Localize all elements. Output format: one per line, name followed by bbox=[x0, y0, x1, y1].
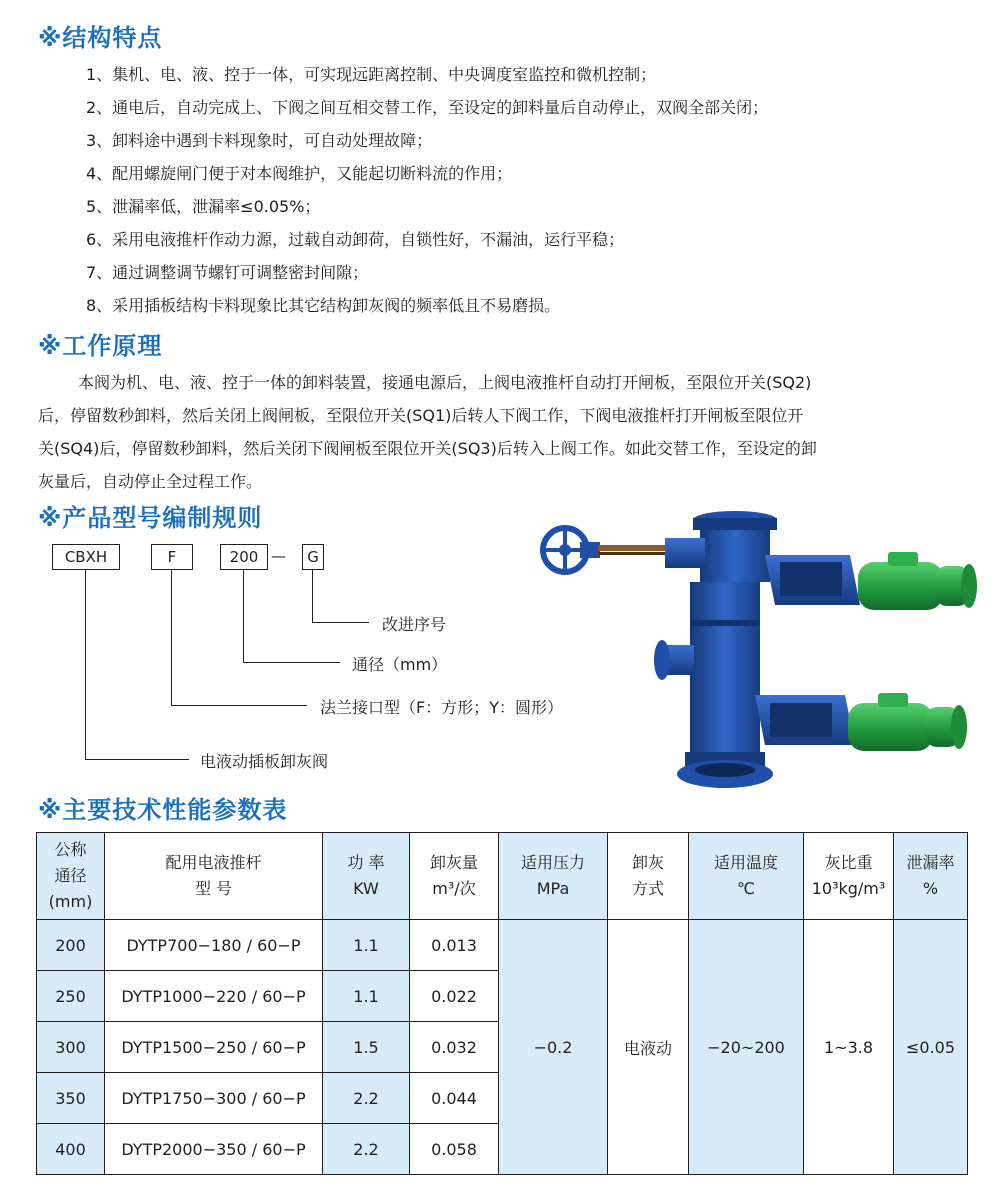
model-code-diameter: 200 bbox=[220, 544, 268, 570]
leader-line bbox=[243, 662, 340, 663]
spec-table bbox=[36, 832, 968, 1175]
cell-diameter: 250 bbox=[37, 971, 105, 1022]
cell-model: DYTP1750−300 / 60−P bbox=[105, 1073, 323, 1124]
cell-diameter: 300 bbox=[37, 1022, 105, 1073]
cell-power: 1.5 bbox=[323, 1022, 410, 1073]
feature-item: 4、配用螺旋闸门便于对本阀维护，又能起切断料流的作用； bbox=[86, 164, 513, 183]
cell-temperature: −20~200 bbox=[689, 920, 804, 1175]
leader-line bbox=[171, 705, 307, 706]
cell-power: 2.2 bbox=[323, 1124, 410, 1175]
cell-density: 1~3.8 bbox=[804, 920, 894, 1175]
principle-line: 后，停留数秒卸料，然后关闭上阀闸板，至限位开关(SQ1)后转人下阀工作，下阀电液推杆打开闸板至限位开 bbox=[38, 406, 804, 425]
leader-line bbox=[312, 622, 369, 623]
cell-discharge: 0.013 bbox=[410, 920, 499, 971]
cell-power: 1.1 bbox=[323, 920, 410, 971]
header-pushrod-model: 配用电液推杆 型 号 bbox=[105, 833, 323, 920]
cell-pressure: −0.2 bbox=[499, 920, 608, 1175]
header-power: 功 率 KW bbox=[323, 833, 410, 920]
leader-line bbox=[85, 759, 189, 760]
table-row bbox=[37, 920, 968, 971]
model-code-flange: F bbox=[151, 544, 193, 570]
cell-discharge: 0.044 bbox=[410, 1073, 499, 1124]
features-heading: ※结构特点 bbox=[38, 24, 163, 52]
cell-power: 1.1 bbox=[323, 971, 410, 1022]
principle-line: 本阀为机、电、液、控于一体的卸料装置，接通电源后，上阀电液推杆自动打开闸板，至限位开关(SQ2) bbox=[78, 373, 812, 392]
leader-line bbox=[312, 570, 313, 623]
feature-item: 7、通过调整调节螺钉可调整密封间隙； bbox=[86, 263, 369, 282]
cell-discharge: 0.032 bbox=[410, 1022, 499, 1073]
motor-icon bbox=[858, 552, 977, 610]
leader-line bbox=[243, 570, 244, 663]
header-diameter: 公称 通径 (mm) bbox=[37, 833, 105, 920]
cell-power: 2.2 bbox=[323, 1073, 410, 1124]
feature-item: 2、通电后，自动完成上、下阀之间互相交替工作，至设定的卸料量后自动停止，双阀全部关闭； bbox=[86, 98, 769, 117]
valve-product-illustration bbox=[540, 500, 980, 795]
feature-item: 1、集机、电、液、控于一体，可实现远距离控制、中央调度室监控和微机控制； bbox=[86, 65, 657, 84]
feature-item: 5、泄漏率低，泄漏率≤0.05%； bbox=[86, 197, 321, 216]
label-flange-type: 法兰接口型（F：方形；Y：圆形） bbox=[320, 698, 563, 717]
feature-item: 3、卸料途中遇到卡料现象时，可自动处理故障； bbox=[86, 131, 433, 150]
header-discharge: 卸灰量 m³/次 bbox=[410, 833, 499, 920]
leader-line bbox=[171, 570, 172, 706]
principle-line: 灰量后，自动停止全过程工作。 bbox=[38, 472, 263, 491]
principle-line: 关(SQ4)后，停留数秒卸料，然后关闭下阀闸板至限位开关(SQ3)后转入上阀工作。如此交替工作，至设定的卸 bbox=[38, 439, 817, 458]
leader-line bbox=[85, 570, 86, 760]
cell-discharge: 0.058 bbox=[410, 1124, 499, 1175]
model-heading: ※产品型号编制规则 bbox=[38, 504, 263, 532]
spec-heading: ※主要技术性能参数表 bbox=[38, 796, 288, 824]
cell-diameter: 350 bbox=[37, 1073, 105, 1124]
handwheel-icon bbox=[543, 528, 600, 572]
label-diameter: 通径（mm） bbox=[352, 655, 448, 674]
header-leakage: 泄漏率 % bbox=[894, 833, 968, 920]
principle-heading: ※工作原理 bbox=[38, 332, 163, 360]
header-temperature: 适用温度 ℃ bbox=[689, 833, 804, 920]
cell-discharge: 0.022 bbox=[410, 971, 499, 1022]
header-density: 灰比重 10³kg/m³ bbox=[804, 833, 894, 920]
feature-item: 6、采用电液推杆作动力源，过载自动卸荷，自锁性好，不漏油，运行平稳； bbox=[86, 230, 625, 249]
header-mode: 卸灰 方式 bbox=[608, 833, 689, 920]
cell-model: DYTP1000−220 / 60−P bbox=[105, 971, 323, 1022]
cell-mode: 电液动 bbox=[608, 920, 689, 1175]
cell-model: DYTP700−180 / 60−P bbox=[105, 920, 323, 971]
cell-diameter: 400 bbox=[37, 1124, 105, 1175]
header-pressure: 适用压力 MPa bbox=[499, 833, 608, 920]
model-code-revision: G bbox=[302, 544, 324, 570]
table-header-row bbox=[37, 833, 968, 920]
model-code-series: CBXH bbox=[52, 544, 120, 570]
label-improve-number: 改进序号 bbox=[382, 615, 447, 634]
cell-model: DYTP1500−250 / 60−P bbox=[105, 1022, 323, 1073]
feature-item: 8、采用插板结构卡料现象比其它结构卸灰阀的频率低且不易磨损。 bbox=[86, 296, 561, 315]
label-product-name: 电液动插板卸灰阀 bbox=[200, 752, 329, 771]
model-code-dash: — bbox=[271, 547, 286, 565]
cell-diameter: 200 bbox=[37, 920, 105, 971]
cell-model: DYTP2000−350 / 60−P bbox=[105, 1124, 323, 1175]
cell-leakage: ≤0.05 bbox=[894, 920, 968, 1175]
motor-icon bbox=[848, 693, 967, 751]
